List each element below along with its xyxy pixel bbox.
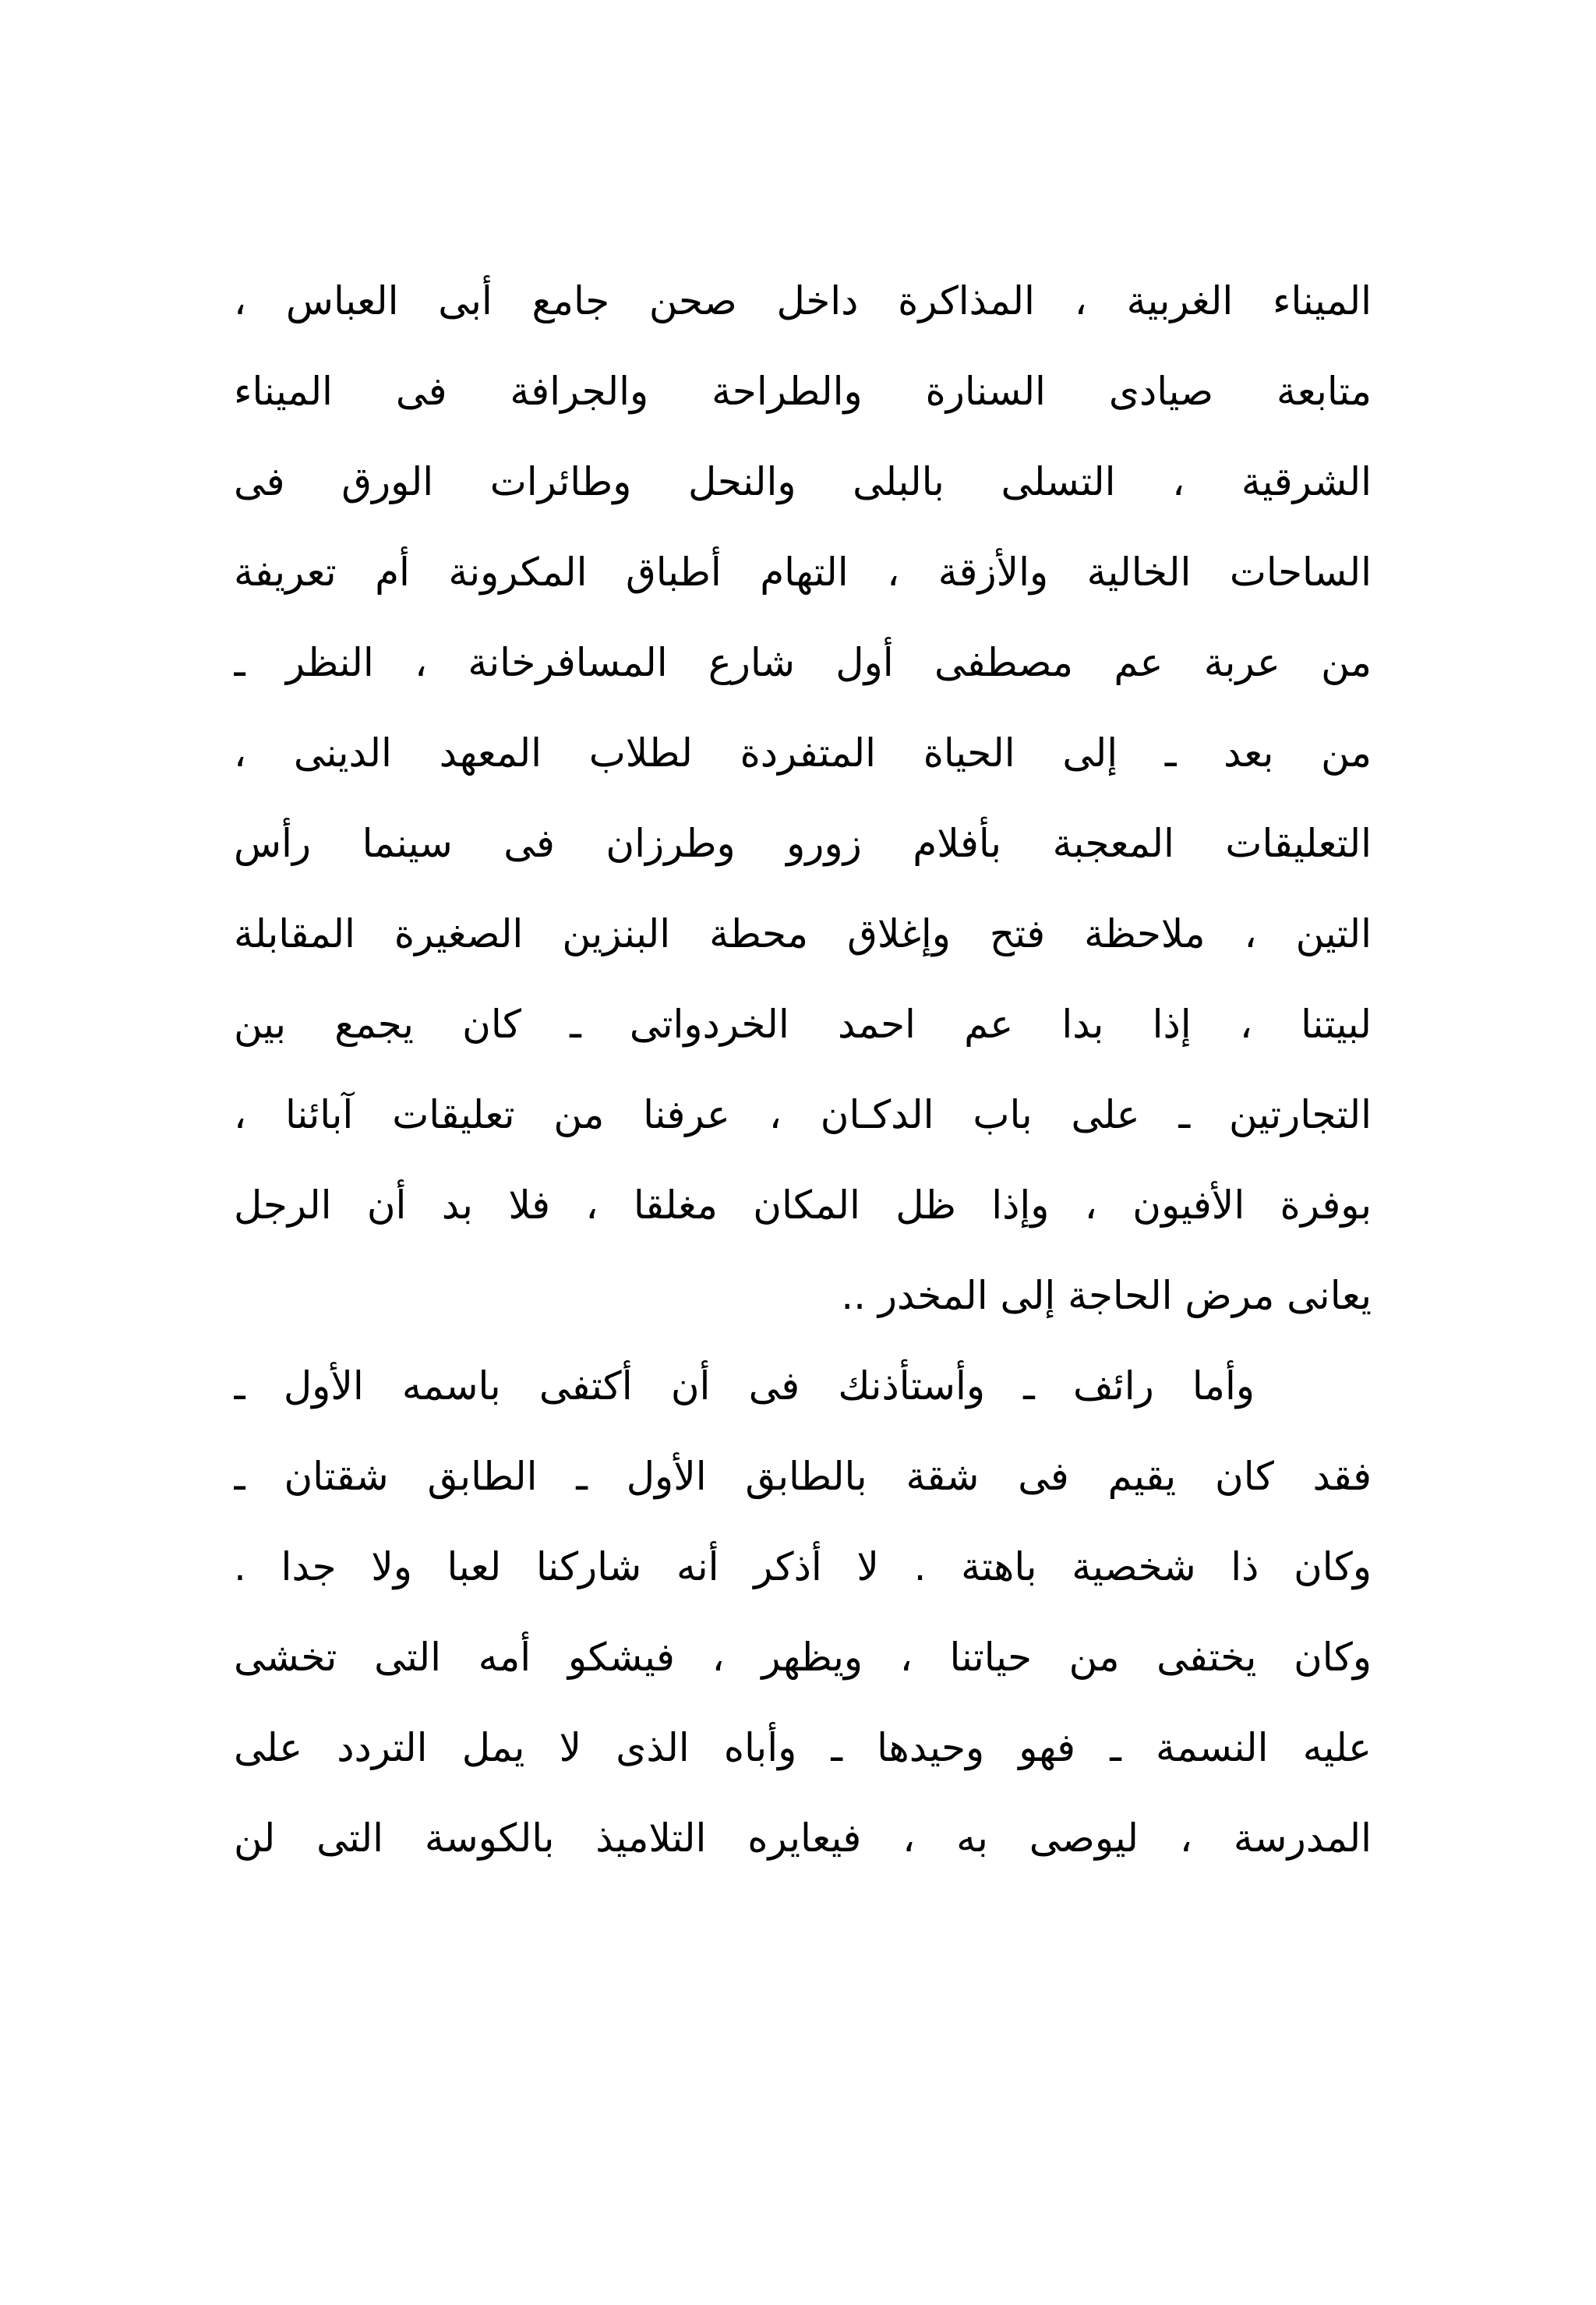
text-line-10: التجارتين ـ على باب الدكـان ، عرفنا من تعليقات آبائنا ، (234, 1092, 1372, 1137)
text-line-17: عليه النسمة ـ فهو وحيدها ـ وأباه الذى لا يمل التردد على (234, 1725, 1372, 1770)
body-text (234, 256, 1372, 1883)
text-line-15: وكان ذا شخصية باهتة . لا أذكر أنه شاركنا لعبا ولا جدا . (234, 1544, 1372, 1589)
text-line-8: التين ، ملاحظة فتح وإغلاق محطة البنزين الصغيرة المقابلة (234, 911, 1372, 956)
text-line-3: الشرقية ، التسلى بالبلى والنحل وطائرات الورق فى (234, 459, 1372, 504)
text-line-6: من بعد ـ إلى الحياة المتفردة لطلاب المعهد الدينى ، (234, 730, 1372, 776)
text-line-2: متابعة صيادى السنارة والطراحة والجرافة فى الميناء (234, 369, 1372, 414)
text-line-5: من عربة عم مصطفى أول شارع المسافرخانة ، النظر ـ (234, 640, 1372, 685)
text-line-9: لبيتنا ، إذا بدا عم احمد الخردواتى ـ كان يجمع بين (234, 1002, 1372, 1047)
text-line-12: يعانى مرض الحاجة إلى المخدر .. (841, 1273, 1372, 1318)
text-line-1: الميناء الغربية ، المذاكرة داخل صحن جامع أبى العباس ، (234, 278, 1372, 323)
text-line-16: وكان يختفى من حياتنا ، ويظهر ، فيشكو أمه التى تخشى (234, 1635, 1372, 1680)
text-line-11: بوفرة الأفيون ، وإذا ظل المكان مغلقا ، فلا بد أن الرجل (234, 1183, 1372, 1228)
text-line-13: وأما رائف ـ وأستأذنك فى أن أكتفى باسمه الأول ـ (234, 1363, 1255, 1409)
text-line-4: الساحات الخالية والأزقة ، التهام أطباق المكرونة أم تعريفة (234, 550, 1372, 595)
text-line-7: التعليقات المعجبة بأفلام زورو وطرزان فى سينما رأس (234, 821, 1372, 866)
text-line-14: فقد كان يقيم فى شقة بالطابق الأول ـ الطابق شقتان ـ (234, 1454, 1372, 1499)
text-line-18: المدرسة ، ليوصى به ، فيعايره التلاميذ بالكوسة التى لن (234, 1815, 1372, 1861)
